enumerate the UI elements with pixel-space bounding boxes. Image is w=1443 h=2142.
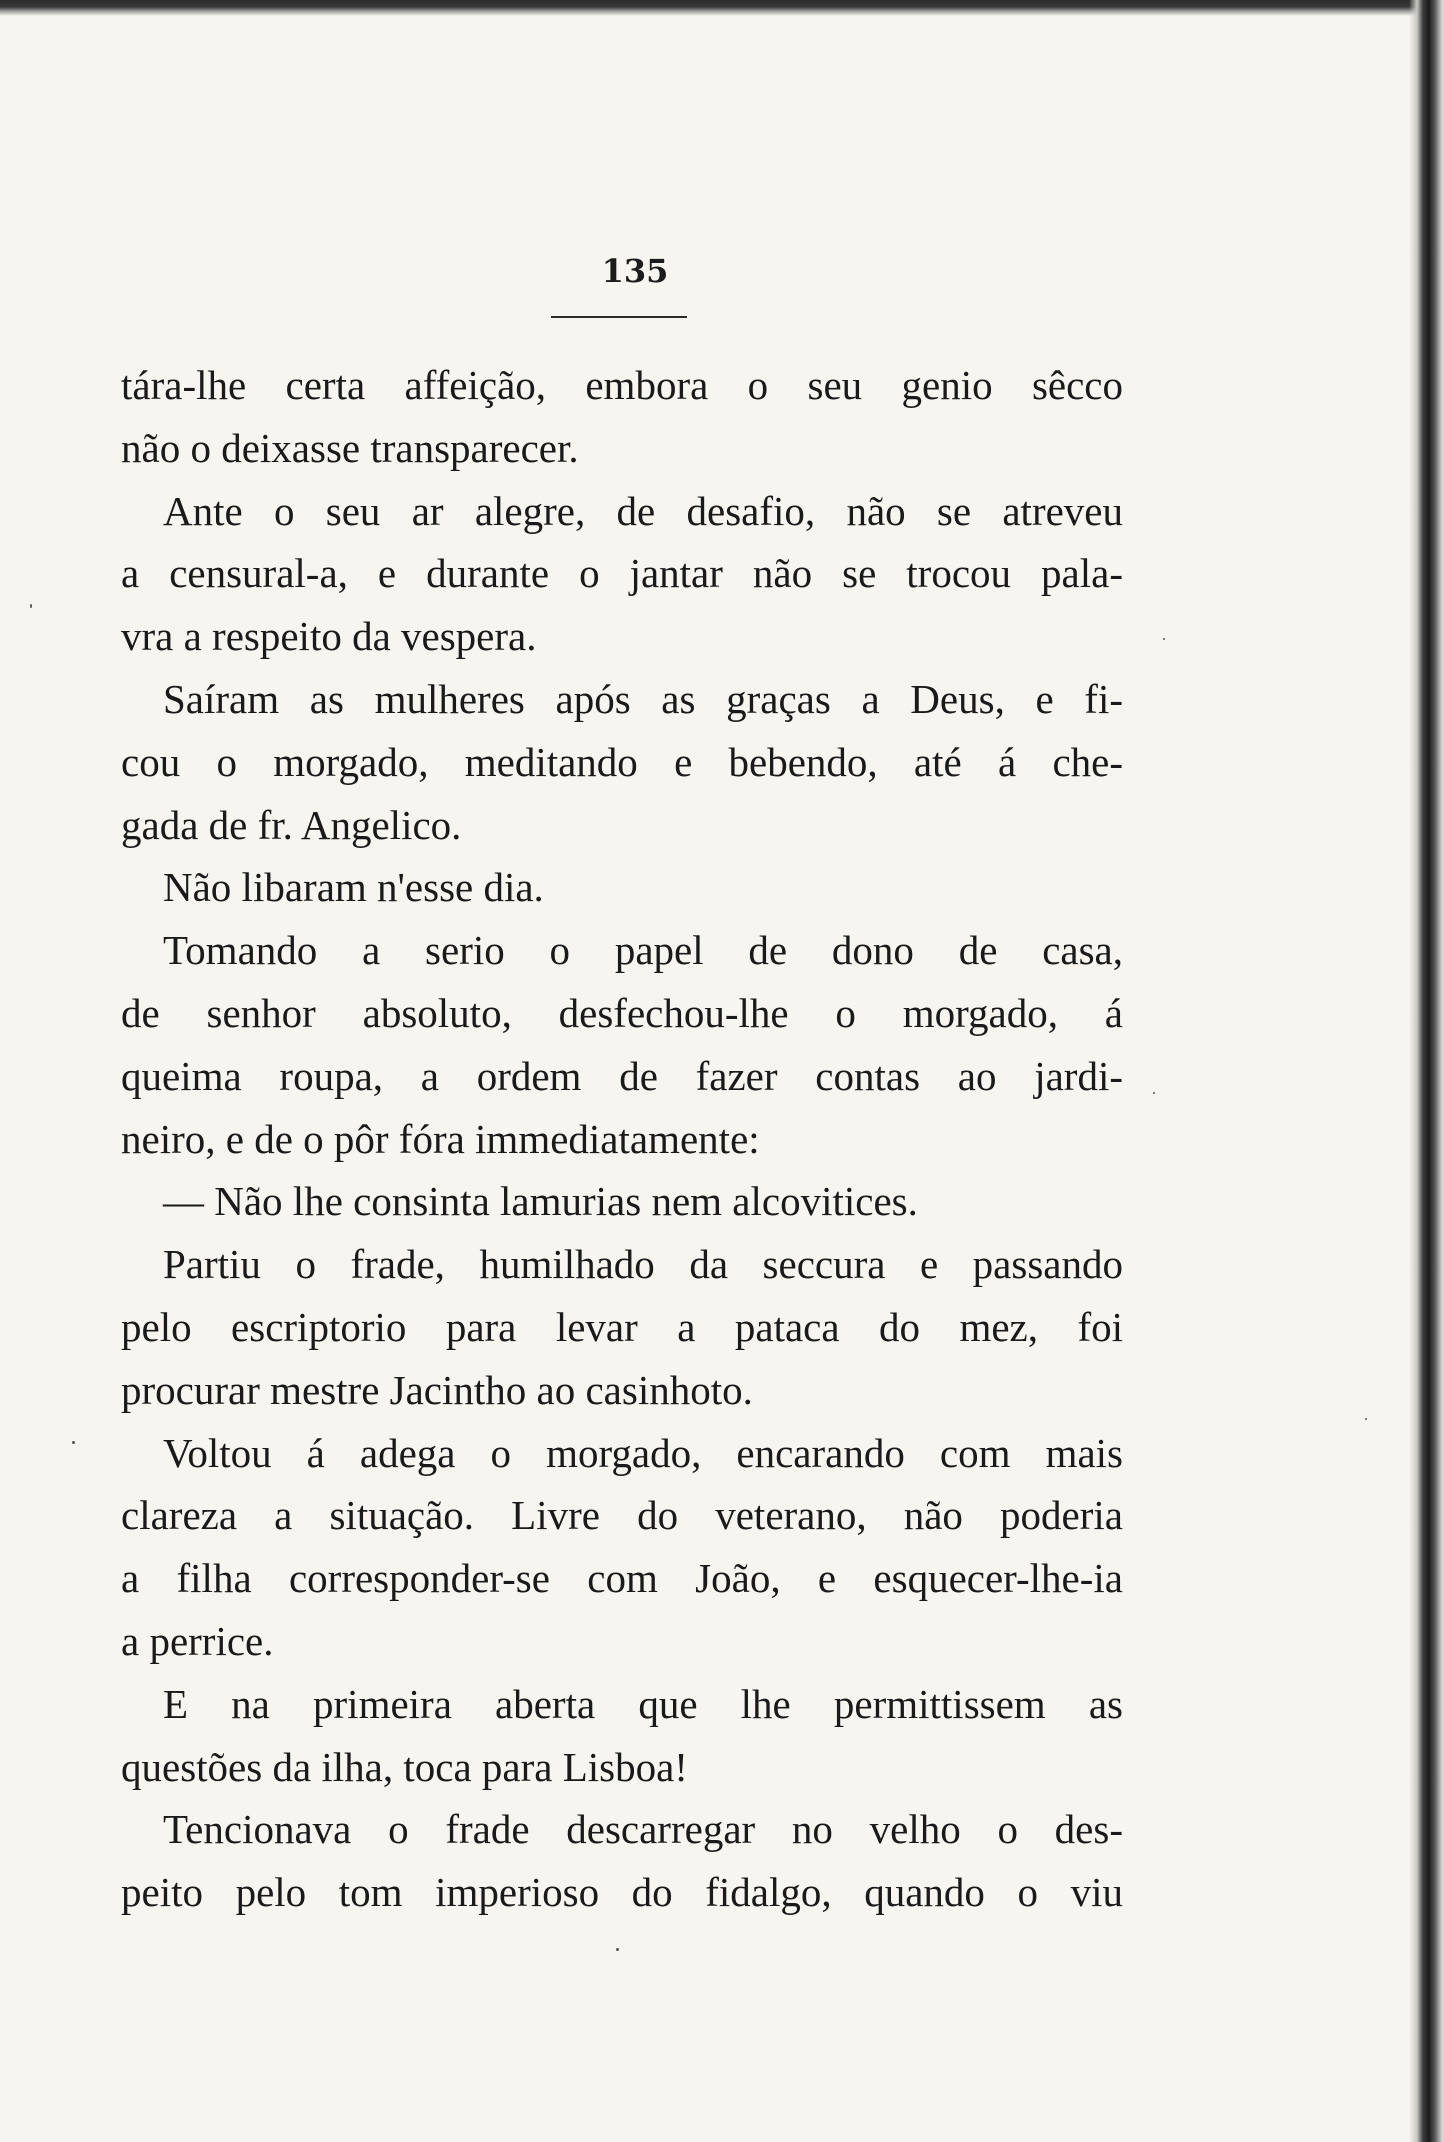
text-line: neiro, e de o pôr fóra immediatamente: bbox=[121, 1115, 760, 1162]
paragraph-first-line: Partiu o frade, humilhado da seccura e passando bbox=[163, 1241, 1123, 1288]
scan-speck bbox=[1365, 1418, 1367, 1420]
body-text bbox=[121, 354, 1123, 1924]
scan-speck bbox=[72, 1441, 75, 1444]
paragraph-first-line: Não libaram n'esse dia. bbox=[163, 864, 544, 911]
text-line: a perrice. bbox=[121, 1617, 274, 1664]
scan-speck bbox=[1153, 1092, 1155, 1094]
header-rule bbox=[551, 316, 687, 318]
text-line: procurar mestre Jacintho ao casinhoto. bbox=[121, 1366, 753, 1413]
dialogue-line: — Não lhe consinta lamurias nem alcovitices. bbox=[163, 1178, 918, 1225]
paragraph-first-line: Tencionava o frade descarregar no velho o des- bbox=[163, 1806, 1123, 1853]
paragraph-first-line: Voltou á adega o morgado, encarando com mais bbox=[163, 1429, 1123, 1476]
paragraph-first-line: Tomando a serio o papel de dono de casa, bbox=[163, 927, 1123, 974]
paragraph-first-line: Saíram as mulheres após as graças a Deus, e fi- bbox=[163, 675, 1123, 722]
text-line: pelo escriptorio para levar a pataca do mez, foi bbox=[121, 1303, 1123, 1350]
scan-top-edge bbox=[0, 0, 1443, 16]
paragraph-first-line: Ante o seu ar alegre, de desafio, não se atreveu bbox=[163, 487, 1123, 534]
text-line: tára-lhe certa affeição, embora o seu genio sêcco bbox=[121, 362, 1123, 408]
scan-right-edge bbox=[1409, 0, 1443, 2142]
text-line: de senhor absoluto, desfechou-lhe o morgado, á bbox=[121, 989, 1123, 1036]
text-line: questões da ilha, toca para Lisboa! bbox=[121, 1743, 688, 1790]
text-line: queima roupa, a ordem de fazer contas ao jardi- bbox=[121, 1052, 1123, 1099]
text-line: a filha corresponder-se com João, e esquecer-lhe-ia bbox=[121, 1555, 1123, 1602]
text-line: gada de fr. Angelico. bbox=[121, 801, 462, 848]
text-line: clareza a situação. Livre do veterano, não poderia bbox=[121, 1492, 1123, 1539]
scan-speck bbox=[30, 604, 32, 608]
scan-speck bbox=[1163, 638, 1165, 640]
text-line: peito pelo tom imperioso do fidalgo, quando o viu bbox=[121, 1869, 1123, 1916]
paragraph-first-line: E na primeira aberta que lhe permittissem as bbox=[163, 1680, 1123, 1727]
text-line: não o deixasse transparecer. bbox=[121, 424, 579, 471]
text-line: vra a respeito da vespera. bbox=[121, 613, 537, 660]
text-line: a censural-a, e durante o jantar não se trocou pala- bbox=[121, 550, 1123, 597]
page-number: 135 bbox=[601, 252, 669, 290]
text-line: cou o morgado, meditando e bebendo, até á che- bbox=[121, 738, 1123, 785]
scan-speck bbox=[616, 1948, 619, 1951]
